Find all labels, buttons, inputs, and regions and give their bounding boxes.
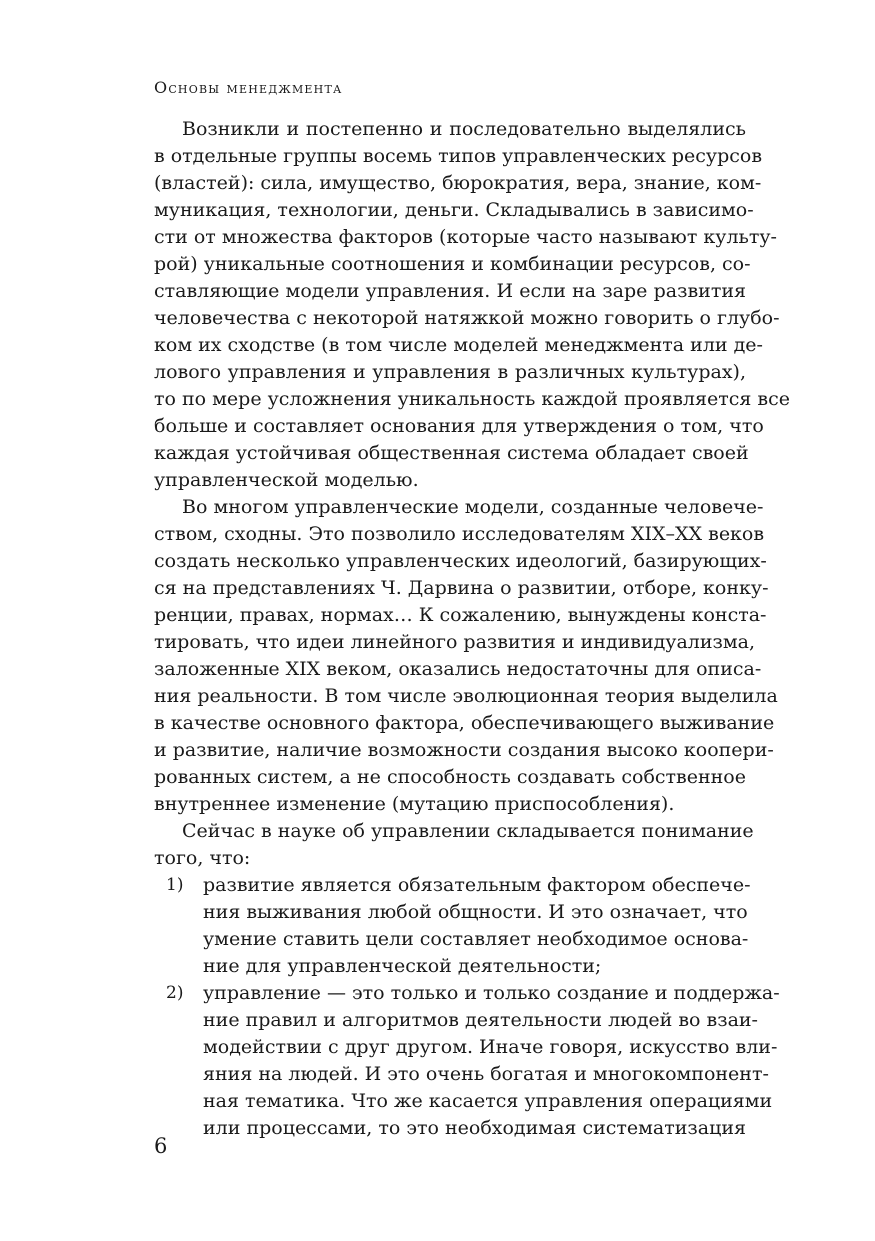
text-line: человечества с некоторой натяжкой можно говорить о глубо-	[154, 307, 780, 329]
list-text-line: или процессами, то это необходимая систематизация	[203, 1117, 746, 1139]
text-line: ся на представлениях Ч. Дарвина о развитии, отборе, конку-	[154, 577, 769, 599]
text-line: Сейчас в науке об управлении складывается понимание	[182, 820, 754, 842]
list-text-line: управление — это только и только создание и поддержа-	[203, 982, 780, 1004]
text-line: лового управления и управления в различных культурах),	[154, 361, 746, 383]
list-number: 2)	[166, 983, 184, 1003]
list-item	[154, 980, 780, 1007]
list-text-line: ние для управленческой деятельности;	[203, 955, 602, 977]
text-line: тировать, что идеи линейного развития и индивидуализма,	[154, 631, 756, 653]
text-line: сти от множества факторов (которые часто называют культу-	[154, 226, 777, 248]
text-line: внутреннее изменение (мутацию приспособления).	[154, 793, 675, 815]
text-line: создать несколько управленческих идеологий, базирующих-	[154, 550, 767, 572]
text-line: ния реальности. В том числе эволюционная теория выделила	[154, 685, 778, 707]
text-line: управленческой моделью.	[154, 469, 419, 491]
text-line: ком их сходстве (в том числе моделей менеджмента или де-	[154, 334, 763, 356]
body-text	[154, 116, 790, 1142]
text-line: в отдельные группы восемь типов управленческих ресурсов	[154, 145, 763, 167]
text-line: Во многом управленческие модели, созданные человече-	[182, 496, 764, 518]
text-line: того, что:	[154, 847, 251, 869]
text-line: ставляющие модели управления. И если на заре развития	[154, 280, 746, 302]
text-line: муникация, технологии, деньги. Складывались в зависимо-	[154, 199, 754, 221]
list-text-line: модействии с друг другом. Иначе говоря, искусство вли-	[203, 1036, 778, 1058]
list-item	[154, 872, 751, 899]
text-line: то по мере усложнения уникальность каждой проявляется все	[154, 388, 790, 410]
text-line: каждая устойчивая общественная система обладает своей	[154, 442, 749, 464]
text-line: больше и составляет основания для утверждения о том, что	[154, 415, 764, 437]
text-line: и развитие, наличие возможности создания высоко коопери-	[154, 739, 774, 761]
text-line: в качестве основного фактора, обеспечивающего выживание	[154, 712, 775, 734]
list-text-line: ния выживания любой общности. И это означает, что	[203, 901, 748, 923]
text-line: рованных систем, а не способность создавать собственное	[154, 766, 746, 788]
text-line: ренции, правах, нормах… К сожалению, вынуждены конста-	[154, 604, 767, 626]
running-head: Основы менеджмента	[154, 78, 343, 97]
text-line: заложенные XIX веком, оказались недостаточны для описа-	[154, 658, 762, 680]
page-number: 6	[154, 1134, 168, 1158]
text-line: рой) уникальные соотношения и комбинации ресурсов, со-	[154, 253, 751, 275]
text-line: Возникли и постепенно и последовательно выделялись	[182, 118, 746, 140]
list-text-line: умение ставить цели составляет необходимое основа-	[203, 928, 749, 950]
list-text-line: ние правил и алгоритмов деятельности людей во взаи-	[203, 1009, 758, 1031]
text-line: (властей): сила, имущество, бюрократия, вера, знание, ком-	[154, 172, 762, 194]
list-text-line: развитие является обязательным фактором обеспече-	[203, 874, 751, 896]
text-line: ством, сходны. Это позволило исследователям XIX–XX веков	[154, 523, 765, 545]
list-number: 1)	[166, 875, 184, 895]
list-text-line: ная тематика. Что же касается управления операциями	[203, 1090, 773, 1112]
list-text-line: яния на людей. И это очень богатая и многокомпонент-	[203, 1063, 769, 1085]
